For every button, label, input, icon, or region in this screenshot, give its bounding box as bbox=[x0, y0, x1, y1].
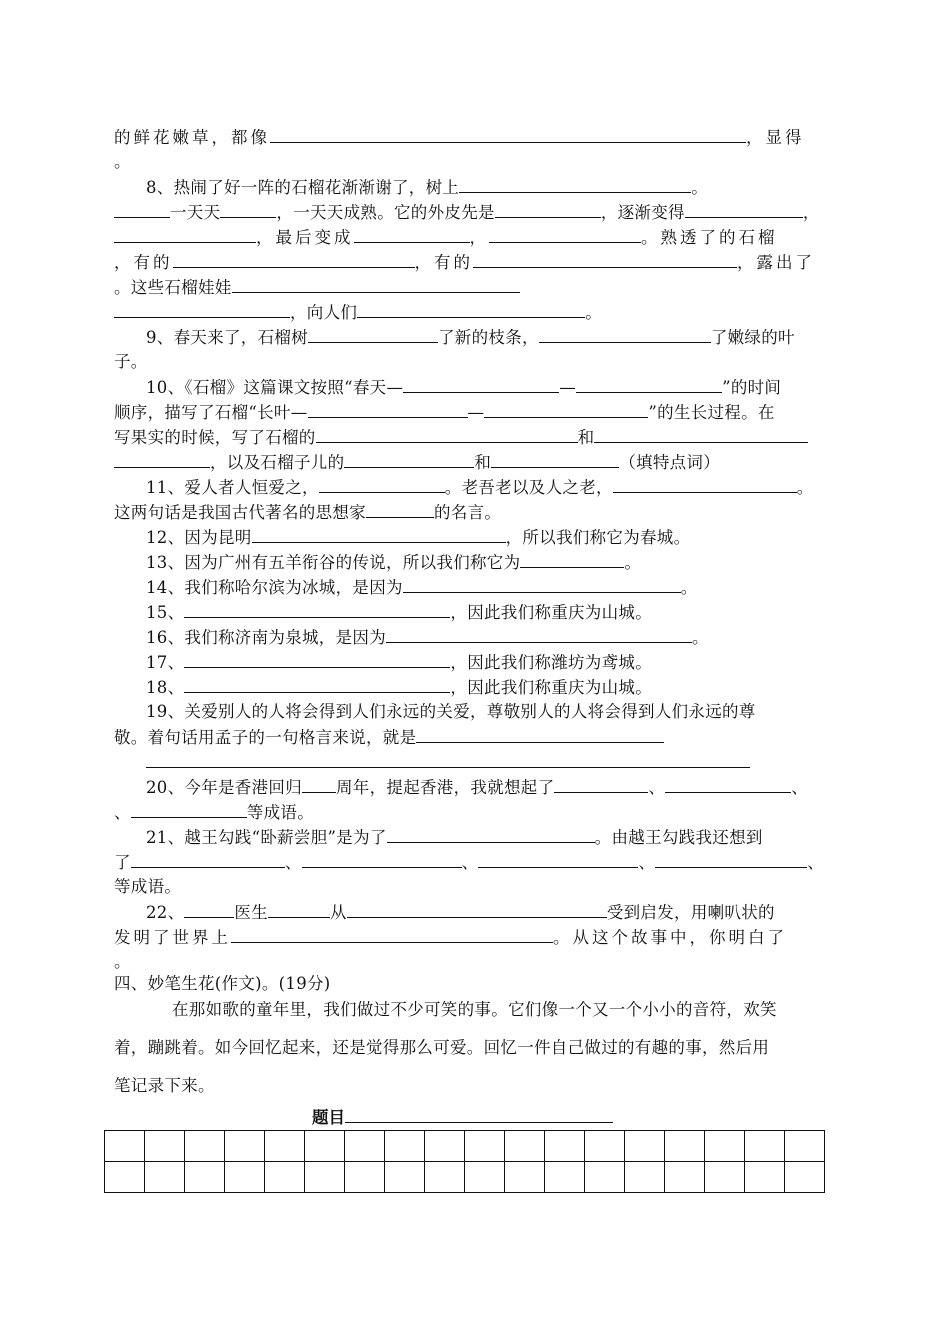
composition-title bbox=[312, 1104, 613, 1128]
grid-cell[interactable] bbox=[145, 1131, 185, 1162]
grid-cell[interactable] bbox=[385, 1131, 425, 1162]
grid-cell[interactable] bbox=[625, 1162, 665, 1193]
text: 和 bbox=[474, 453, 492, 472]
text: 22、 bbox=[146, 903, 185, 922]
q16 bbox=[146, 625, 872, 650]
text: 敬。着句话用孟子的一句格言来说，就是 bbox=[114, 728, 417, 747]
grid-cell[interactable] bbox=[345, 1131, 385, 1162]
text: ，因此我们称重庆为山城。 bbox=[450, 678, 653, 697]
text: 、 bbox=[648, 778, 666, 797]
text: ，有的 bbox=[114, 253, 173, 272]
text: 、 bbox=[638, 853, 656, 872]
grid-cell[interactable] bbox=[705, 1162, 745, 1193]
blank[interactable] bbox=[594, 425, 808, 443]
text: （填特点词） bbox=[619, 453, 721, 472]
grid-cell[interactable] bbox=[105, 1131, 145, 1162]
grid-cell[interactable] bbox=[625, 1131, 665, 1162]
grid-cell[interactable] bbox=[265, 1162, 305, 1193]
grid-cell[interactable] bbox=[465, 1162, 505, 1193]
text: 11、爱人者人恒爱之， bbox=[146, 478, 319, 497]
blank[interactable] bbox=[114, 450, 210, 468]
q8-line-2 bbox=[114, 200, 840, 225]
q11-line-2 bbox=[114, 500, 840, 525]
line-2 bbox=[114, 150, 840, 174]
text: 9、春天来了，石榴树 bbox=[146, 328, 308, 347]
text: 。这些石榴娃娃 bbox=[114, 278, 232, 297]
blank[interactable] bbox=[403, 575, 681, 593]
blank[interactable] bbox=[319, 475, 445, 493]
text: 10、《石榴》这篇课文按照“春天— bbox=[146, 378, 404, 397]
grid-cell[interactable] bbox=[145, 1162, 185, 1193]
grid-cell[interactable] bbox=[585, 1131, 625, 1162]
text: 。老吾老以及人之老， bbox=[444, 478, 613, 497]
text: 从 bbox=[330, 903, 347, 922]
q22-line-1 bbox=[146, 900, 872, 925]
blank[interactable] bbox=[489, 225, 641, 243]
blank[interactable] bbox=[366, 500, 434, 518]
text: 14、我们称哈尔滨为冰城，是因为 bbox=[146, 578, 403, 597]
blank[interactable] bbox=[302, 775, 336, 793]
grid-cell[interactable] bbox=[785, 1131, 825, 1162]
text: ”的时间 bbox=[722, 378, 782, 397]
grid-cell[interactable] bbox=[425, 1162, 465, 1193]
text: 。 bbox=[680, 578, 698, 597]
q20-line-1 bbox=[146, 775, 872, 800]
text: 发明了世界上 bbox=[114, 928, 231, 947]
grid-cell[interactable] bbox=[385, 1162, 425, 1193]
text: 受到启发，用喇叭状的 bbox=[606, 903, 775, 922]
text: 和 bbox=[577, 428, 595, 447]
blank[interactable] bbox=[354, 225, 470, 243]
blank[interactable] bbox=[459, 175, 691, 193]
text: 、 bbox=[461, 853, 479, 872]
grid-cell[interactable] bbox=[665, 1131, 705, 1162]
text: 。 bbox=[114, 152, 131, 171]
text: 。从这个故事中，你明白了 bbox=[553, 928, 787, 947]
text: ，最后变成 bbox=[256, 228, 354, 247]
blank[interactable] bbox=[146, 750, 750, 768]
text: 着，蹦跳着。如今回忆起来，还是觉得那么可爱。回忆一件自己做过的有趣的事，然后用 bbox=[114, 1038, 770, 1057]
grid-cell[interactable] bbox=[305, 1131, 345, 1162]
text: 13、因为广州有五羊衔谷的传说，所以我们称它为 bbox=[146, 553, 521, 572]
text: ，露出了 bbox=[737, 253, 815, 272]
q9-line-2 bbox=[114, 350, 840, 374]
grid-cell[interactable] bbox=[265, 1131, 305, 1162]
composition-grid bbox=[104, 1130, 825, 1193]
q21-line-3 bbox=[114, 875, 840, 899]
blank[interactable] bbox=[232, 275, 520, 293]
blank[interactable] bbox=[308, 400, 468, 418]
grid-cell[interactable] bbox=[745, 1162, 785, 1193]
blank[interactable] bbox=[173, 250, 415, 268]
blank[interactable] bbox=[114, 200, 170, 218]
q8-line-4 bbox=[114, 250, 840, 275]
text: 8、热闹了好一阵的石榴花渐渐谢了，树上 bbox=[146, 178, 460, 197]
q22-line-2 bbox=[114, 925, 840, 950]
text: 18、 bbox=[146, 678, 185, 697]
grid-cell[interactable] bbox=[505, 1131, 545, 1162]
q8-line-1 bbox=[146, 175, 872, 200]
title-label: 题目 bbox=[312, 1108, 345, 1127]
blank[interactable] bbox=[576, 375, 722, 393]
q11-line-1 bbox=[146, 475, 872, 500]
text: 这两句话是我国古代著名的思想家 bbox=[114, 503, 366, 522]
text: 。熟透了的石榴 bbox=[641, 228, 778, 247]
blank[interactable] bbox=[416, 725, 664, 743]
blank[interactable] bbox=[316, 425, 578, 443]
grid-cell[interactable] bbox=[425, 1131, 465, 1162]
grid-cell[interactable] bbox=[345, 1162, 385, 1193]
text: 20、今年是香港回归 bbox=[146, 778, 302, 797]
q18 bbox=[146, 675, 872, 700]
text: ，以及石榴子儿的 bbox=[210, 453, 345, 472]
text: ，向人们 bbox=[290, 303, 358, 322]
grid-cell[interactable] bbox=[585, 1162, 625, 1193]
text: 17、 bbox=[146, 653, 185, 672]
q20-line-2 bbox=[114, 800, 840, 825]
prompt-line-2 bbox=[114, 1034, 840, 1062]
grid-row bbox=[105, 1162, 825, 1193]
q10-line-4 bbox=[114, 450, 840, 475]
section-4-heading bbox=[114, 972, 840, 996]
blank[interactable] bbox=[554, 775, 648, 793]
text: 了新的枝条， bbox=[438, 328, 539, 347]
text: 、 bbox=[114, 803, 131, 822]
blank[interactable] bbox=[302, 850, 462, 868]
q8-line-3 bbox=[114, 225, 840, 250]
grid-row bbox=[105, 1131, 825, 1162]
blank[interactable] bbox=[685, 200, 803, 218]
text: 。 bbox=[114, 952, 131, 971]
blank[interactable] bbox=[403, 375, 559, 393]
text: 15、 bbox=[146, 603, 185, 622]
blank[interactable] bbox=[131, 800, 247, 818]
grid-cell[interactable] bbox=[105, 1162, 145, 1193]
grid-cell[interactable] bbox=[505, 1162, 545, 1193]
grid-cell[interactable] bbox=[185, 1162, 225, 1193]
q22-line-3 bbox=[114, 950, 840, 974]
q13 bbox=[146, 550, 872, 575]
blank[interactable] bbox=[473, 250, 737, 268]
text: 。 bbox=[624, 553, 642, 572]
grid-cell[interactable] bbox=[545, 1131, 585, 1162]
text: 。 bbox=[692, 628, 709, 647]
text: 写果实的时候，写了石榴的 bbox=[114, 428, 316, 447]
text: ，有的 bbox=[414, 253, 473, 272]
text: 。由越王勾践我还想到 bbox=[594, 828, 763, 847]
q10-line-3 bbox=[114, 425, 840, 450]
blank[interactable] bbox=[491, 450, 619, 468]
blank[interactable] bbox=[613, 475, 797, 493]
grid-cell[interactable] bbox=[225, 1131, 265, 1162]
blank[interactable] bbox=[114, 225, 256, 243]
q19-line-3 bbox=[146, 750, 872, 775]
q8-line-5 bbox=[114, 275, 840, 300]
grid-cell[interactable] bbox=[665, 1162, 705, 1193]
text: 周年，提起香港，我就想起了 bbox=[336, 778, 555, 797]
text: 12、因为昆明 bbox=[146, 528, 252, 547]
text: 等成语。 bbox=[246, 803, 315, 822]
text: ，所以我们称它为春城。 bbox=[505, 528, 691, 547]
q9-line-1 bbox=[146, 325, 872, 350]
q17 bbox=[146, 650, 872, 675]
blank[interactable] bbox=[387, 825, 595, 843]
line-1 bbox=[114, 125, 840, 150]
blank[interactable] bbox=[114, 300, 290, 318]
grid-cell[interactable] bbox=[785, 1162, 825, 1193]
text: ， bbox=[469, 228, 489, 247]
text: ，因此我们称重庆为山城。 bbox=[450, 603, 653, 622]
text: 一天天 bbox=[170, 203, 221, 222]
q19-line-1 bbox=[146, 700, 872, 724]
blank[interactable] bbox=[347, 900, 607, 918]
blank[interactable] bbox=[539, 325, 711, 343]
blank[interactable] bbox=[344, 450, 474, 468]
text: 医生 bbox=[234, 903, 269, 922]
blank[interactable] bbox=[308, 325, 438, 343]
q14 bbox=[146, 575, 872, 600]
blank[interactable] bbox=[357, 300, 585, 318]
text: 子。 bbox=[114, 352, 148, 371]
text: — bbox=[467, 403, 485, 422]
text: 的鲜花嫩草，都像 bbox=[114, 128, 270, 147]
text: ，一天天成熟。它的外皮先是 bbox=[276, 203, 495, 222]
text: 了 bbox=[114, 853, 131, 872]
text: 、 bbox=[284, 853, 302, 872]
grid-cell[interactable] bbox=[705, 1131, 745, 1162]
text: ”的生长过程。在 bbox=[648, 403, 775, 422]
text: 、 bbox=[807, 853, 825, 872]
text: 等成语。 bbox=[114, 877, 182, 896]
grid-cell[interactable] bbox=[745, 1131, 785, 1162]
prompt-line-3 bbox=[114, 1072, 840, 1100]
blank[interactable] bbox=[184, 675, 450, 693]
title-blank[interactable] bbox=[345, 1104, 613, 1123]
text: ，因此我们称潍坊为鸢城。 bbox=[450, 653, 653, 672]
text: 的名言。 bbox=[434, 503, 502, 522]
blank[interactable] bbox=[495, 200, 601, 218]
q21-line-1 bbox=[146, 825, 872, 850]
q10-line-2 bbox=[114, 400, 840, 425]
blank[interactable] bbox=[184, 900, 234, 918]
blank[interactable] bbox=[131, 850, 285, 868]
text: ，显得 bbox=[746, 128, 805, 147]
grid-cell[interactable] bbox=[465, 1131, 505, 1162]
q10-line-1 bbox=[146, 375, 872, 400]
text: ，逐渐变得 bbox=[600, 203, 685, 222]
text: 。 bbox=[796, 478, 814, 497]
blank[interactable] bbox=[270, 125, 746, 143]
text: 。 bbox=[585, 303, 603, 322]
blank[interactable] bbox=[252, 525, 506, 543]
text: 、 bbox=[791, 778, 809, 797]
text: — bbox=[559, 378, 577, 397]
q21-line-2 bbox=[114, 850, 840, 875]
grid-cell[interactable] bbox=[225, 1162, 265, 1193]
text: ， bbox=[802, 203, 820, 222]
text: 。 bbox=[691, 178, 709, 197]
q12 bbox=[146, 525, 872, 550]
text: 在那如歌的童年里，我们做过不少可笑的事。它们像一个又一个小小的音符，欢笑 bbox=[172, 1000, 777, 1019]
blank[interactable] bbox=[184, 650, 450, 668]
text: 16、我们称济南为泉城，是因为 bbox=[146, 628, 386, 647]
grid-cell[interactable] bbox=[305, 1162, 345, 1193]
blank[interactable] bbox=[655, 850, 807, 868]
blank[interactable] bbox=[220, 200, 276, 218]
prompt-line-1 bbox=[172, 996, 840, 1024]
q8-line-6 bbox=[114, 300, 840, 325]
grid-cell[interactable] bbox=[185, 1131, 225, 1162]
blank[interactable] bbox=[386, 625, 692, 643]
text: 19、关爱别人的人将会得到人们永远的关爱，尊敬别人的人将会得到人们永远的尊 bbox=[146, 702, 756, 721]
q19-line-2 bbox=[114, 725, 840, 750]
blank[interactable] bbox=[520, 550, 624, 568]
blank[interactable] bbox=[484, 400, 648, 418]
blank[interactable] bbox=[231, 925, 553, 943]
blank[interactable] bbox=[478, 850, 638, 868]
text: 四、妙笔生花(作文)。(19分) bbox=[114, 974, 331, 993]
grid-cell[interactable] bbox=[545, 1162, 585, 1193]
text: 顺序，描写了石榴“长叶— bbox=[114, 403, 308, 422]
text: 21、越王勾践“卧薪尝胆”是为了 bbox=[146, 828, 387, 847]
blank[interactable] bbox=[665, 775, 791, 793]
q15 bbox=[146, 600, 872, 625]
text: 了嫩绿的叶 bbox=[710, 328, 795, 347]
text: 笔记录下来。 bbox=[114, 1076, 215, 1095]
blank[interactable] bbox=[184, 600, 450, 618]
blank[interactable] bbox=[268, 900, 330, 918]
